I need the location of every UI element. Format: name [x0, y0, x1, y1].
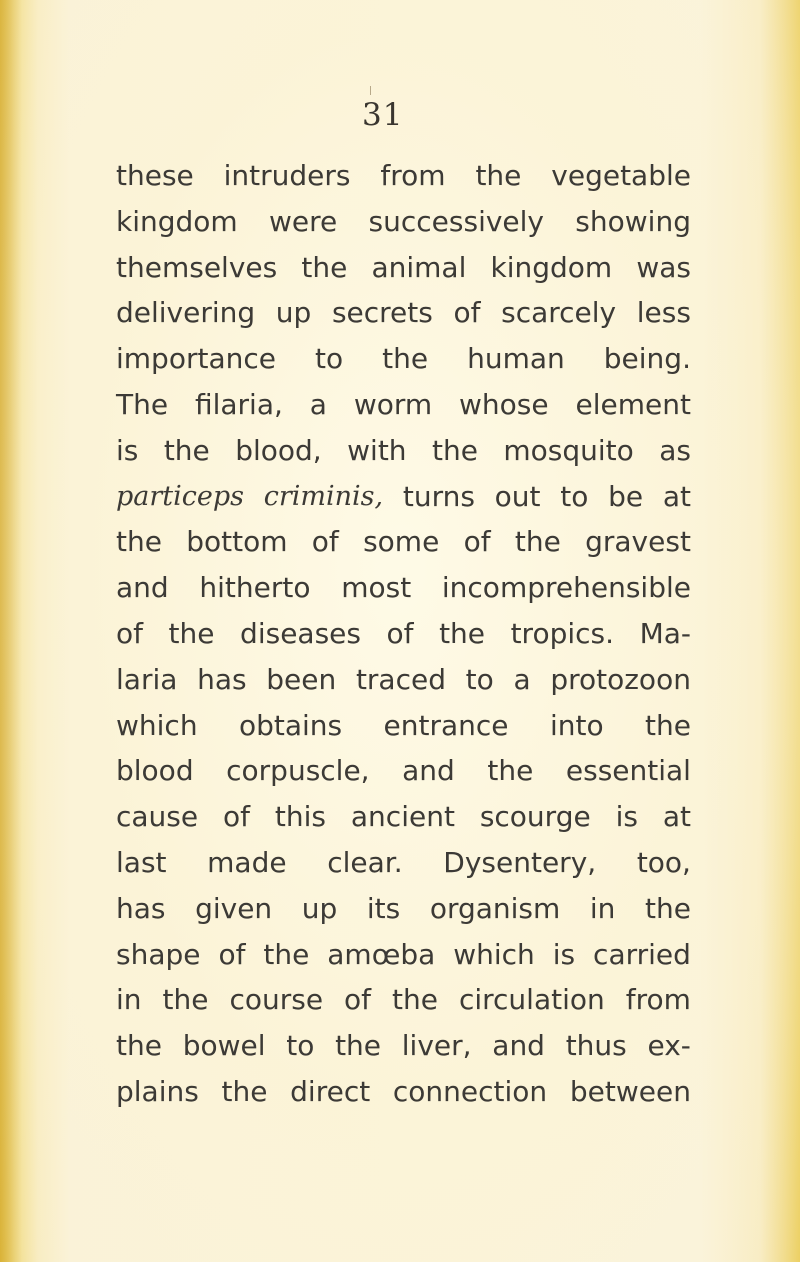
text-line: The filaria, a worm whose element [116, 387, 691, 421]
text-line: themselves the animal kingdom was [116, 250, 691, 284]
text-line: which obtains entrance into the [116, 708, 691, 742]
text-line: these intruders from the vegetable [116, 159, 691, 192]
latin-phrase: particeps [116, 480, 245, 512]
text-line: laria has been traced to a protozoon [116, 662, 691, 696]
page-number: 31 [362, 97, 404, 133]
text-line: kingdom were successively showing [116, 204, 691, 238]
text-line: and hitherto most incomprehensible [116, 571, 691, 605]
body-text [116, 153, 691, 1115]
text-line: in the course of the circulation from [116, 983, 691, 1017]
text-line: shape of the amœba which is carried [116, 937, 691, 971]
pencil-mark [370, 86, 371, 95]
text-line: plains the direct connection between [116, 1074, 691, 1108]
text-line: importance to the human being. [116, 342, 691, 376]
spine-shadow [0, 0, 22, 1262]
text-line: has given up its organism in the [116, 891, 691, 925]
text-line: particeps criminis, turns out to be at [116, 474, 691, 520]
text-line: is the blood, with the mosquito as [116, 433, 691, 467]
text-line: blood corpuscle, and the essential [116, 754, 691, 788]
text-line: the bowel to the liver, and thus ex- [116, 1029, 691, 1063]
text-line: of the diseases of the tropics. Ma- [116, 616, 691, 650]
latin-phrase: criminis, [263, 480, 384, 512]
text-line: the bottom of some of the gravest [116, 525, 691, 559]
text-line: last made clear. Dysentery, too, [116, 845, 691, 879]
text-line: cause of this ancient scourge is at [116, 800, 691, 834]
text-line: delivering up secrets of scarcely less [116, 296, 691, 330]
